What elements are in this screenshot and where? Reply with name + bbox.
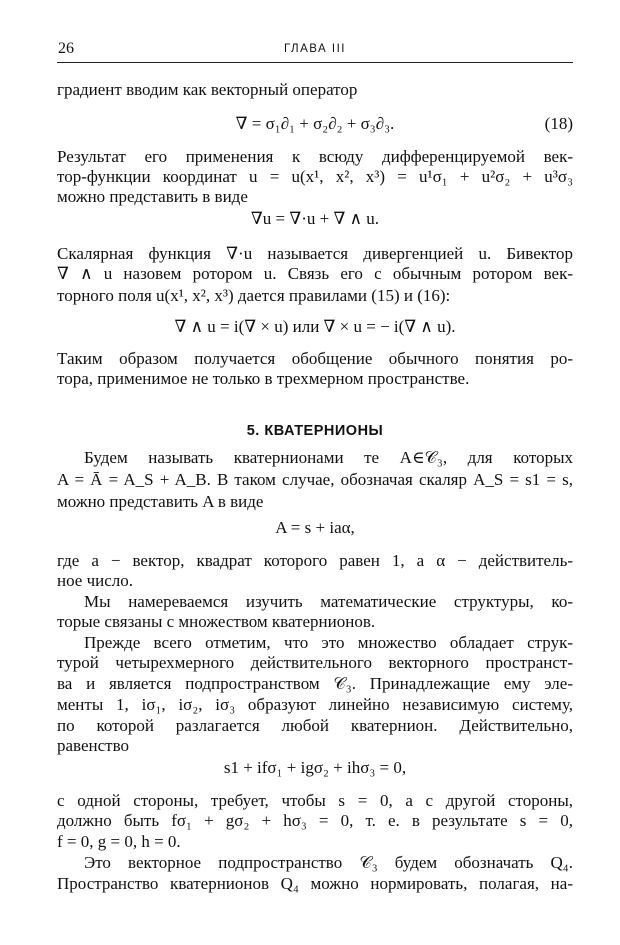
text-line: можно представить в виде — [57, 187, 248, 206]
text-line: f = 0, g = 0, h = 0. — [57, 832, 181, 851]
text-line: Мы намереваемся изучить математические структуры, ко- — [84, 592, 573, 611]
equation-18 — [57, 114, 573, 134]
text-line: по которой разлагается любой кватернион. Действительно, — [57, 716, 573, 735]
text-line: Скалярная функция ∇·u называется дивергенцией u. Бивектор — [57, 244, 573, 263]
text-line: Прежде всего отметим, что это множество обладает струк- — [84, 633, 573, 652]
text-line: можно представить A в виде — [57, 492, 264, 511]
text-line: ное число. — [57, 571, 134, 590]
equation-rotor: ∇ ∧ u = i(∇ × u) или ∇ × u = − i(∇ ∧ u). — [174, 317, 456, 336]
text-line: ∇ ∧ u назовем ротором u. Связь его с обычным ротором век- — [57, 264, 573, 283]
text-line: торые связаны с множеством кватернионов. — [57, 612, 376, 631]
text-line: Результат его применения к всюду дифференцируемой век- — [57, 147, 573, 166]
text-line: тор-функции координат u = u(x¹, x², x³) = u¹σ₁ + u²σ₂ + u³σ₃ — [57, 167, 573, 186]
text-line: градиент вводим как векторный оператор — [57, 80, 358, 99]
text-line: равенство — [57, 736, 130, 755]
text-line: A = Ā = A_S + A_B. В таком случае, обозначая скаляр A_S = s1 = s, — [57, 470, 573, 489]
text-line: Таким образом получается обобщение обычного понятия ро- — [57, 349, 573, 368]
text-line: Это векторное подпространство 𝒞₃ будем обозначать Q₄. — [84, 853, 573, 872]
text-line: турой четырехмерного действительного векторного пространст- — [57, 653, 573, 672]
text-line: тора, применимое не только в трехмерном пространстве. — [57, 369, 470, 388]
section-heading: 5. КВАТЕРНИОНЫ — [246, 423, 384, 439]
text-line: где a − вектор, квадрат которого равен 1, а α − действитель- — [57, 551, 573, 570]
page-number: 26 — [58, 40, 74, 57]
text-line: менты 1, iσ₁, iσ₂, iσ₃ образуют линейно независимую систему, — [57, 695, 573, 714]
equation-quaternion: A = s + iaα, — [275, 518, 355, 537]
text-line: Будем называть кватернионами те A∈𝒞₃, для которых — [84, 448, 573, 467]
text-line: торного поля u(x¹, x², x³) дается правилами (15) и (16): — [57, 286, 451, 305]
text-line: должно быть fσ₁ + gσ₂ + hσ₃ = 0, т. е. в результате s = 0, — [57, 811, 573, 830]
text-line: Пространство кватернионов Q₄ можно нормировать, полагая, на- — [57, 874, 573, 893]
text-line: ва и является подпространством 𝒞₃. Принадлежащие ему эле- — [57, 674, 573, 693]
equation-formula: ∇ = σ₁∂₁ + σ₂∂₂ + σ₃∂₃. — [235, 114, 395, 133]
text-line: с одной стороны, требует, чтобы s = 0, а с другой стороны, — [57, 791, 573, 810]
equation-sum: s1 + ifσ₁ + igσ₂ + ihσ₃ = 0, — [223, 758, 407, 777]
chapter-title: ГЛАВА III — [283, 43, 347, 55]
equation-number: (18) — [544, 114, 573, 133]
running-header — [57, 38, 573, 63]
equation-nabla-u: ∇u = ∇·u + ∇ ∧ u. — [250, 209, 380, 228]
